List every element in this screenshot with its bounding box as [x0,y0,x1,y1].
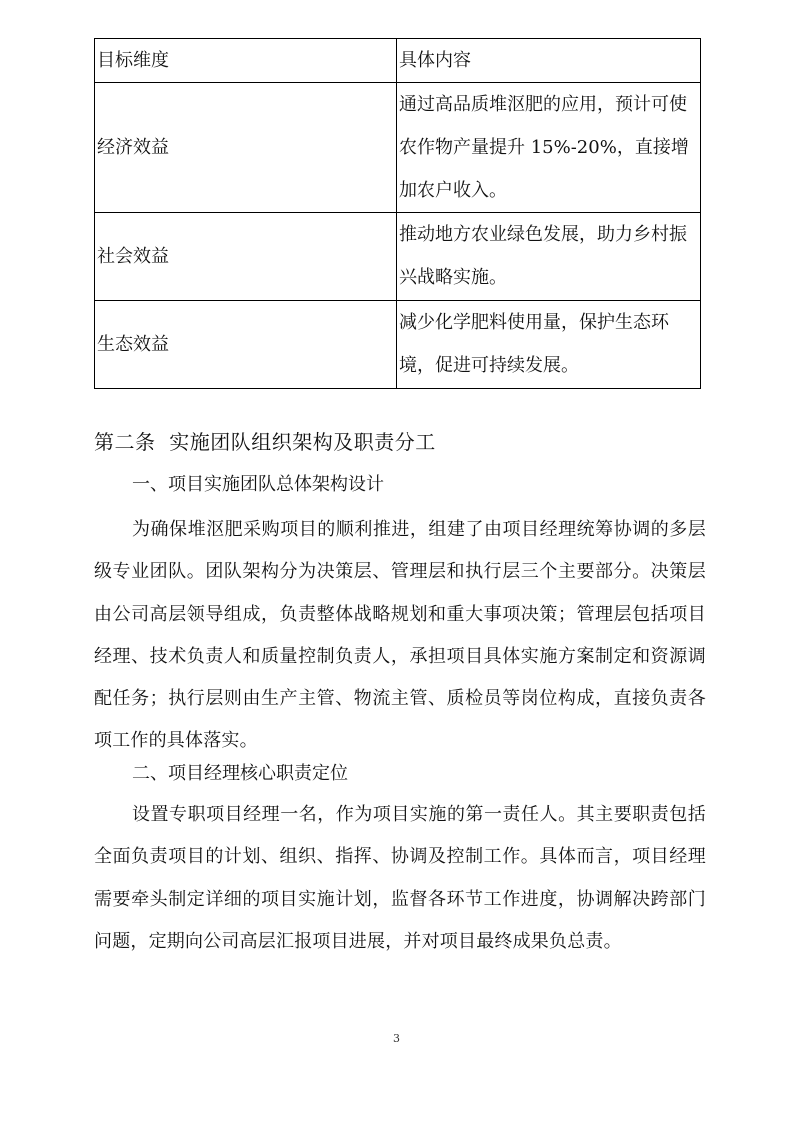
goals-table-container [94,38,700,389]
row-content: 推动地方农业绿色发展，助力乡村振兴战略实施。 [397,213,701,301]
section-heading-2: 二、项目经理核心职责定位 [132,763,348,784]
section-heading-1: 一、项目实施团队总体架构设计 [132,474,384,495]
section-paragraph-1: 为确保堆沤肥采购项目的顺利推进，组建了由项目经理统筹协调的多层级专业团队。团队架构分为决策层、管理层和执行层三个主要部分。决策层由公司高层领导组成，负责整体战略规划和重大事项决策；管理层包括项目经理、技术负责人和质量控制负责人，承担项目具体实施方案制定和资源调配任务；执行层则由生产主管、物流主管、质检员等岗位构成，直接负责各项工作的具体落实。 [94,519,706,752]
row-content: 通过高品质堆沤肥的应用，预计可使农作物产量提升 15%-20%，直接增加农户收入。 [397,83,701,213]
row-dimension: 经济效益 [95,83,397,213]
row-dimension: 社会效益 [95,213,397,301]
table-header-row [95,39,701,83]
row-dimension: 生态效益 [95,301,397,389]
page-number: 3 [393,1032,400,1045]
row-content: 减少化学肥料使用量，保护生态环境，促进可持续发展。 [397,301,701,389]
table-row [95,83,701,213]
article-title: 第二条 实施团队组织架构及职责分工 [94,430,436,454]
table-row [95,301,701,389]
header-dimension: 目标维度 [95,39,397,83]
section-paragraph-2: 设置专职项目经理一名，作为项目实施的第一责任人。其主要职责包括全面负责项目的计划、组织、指挥、协调及控制工作。具体而言，项目经理需要牵头制定详细的项目实施计划，监督各环节工作进度，协调解决跨部门问题，定期向公司高层汇报项目进展，并对项目最终成果负总责。 [94,804,706,952]
header-content: 具体内容 [397,39,701,83]
goals-table [94,38,701,389]
table-row [95,213,701,301]
